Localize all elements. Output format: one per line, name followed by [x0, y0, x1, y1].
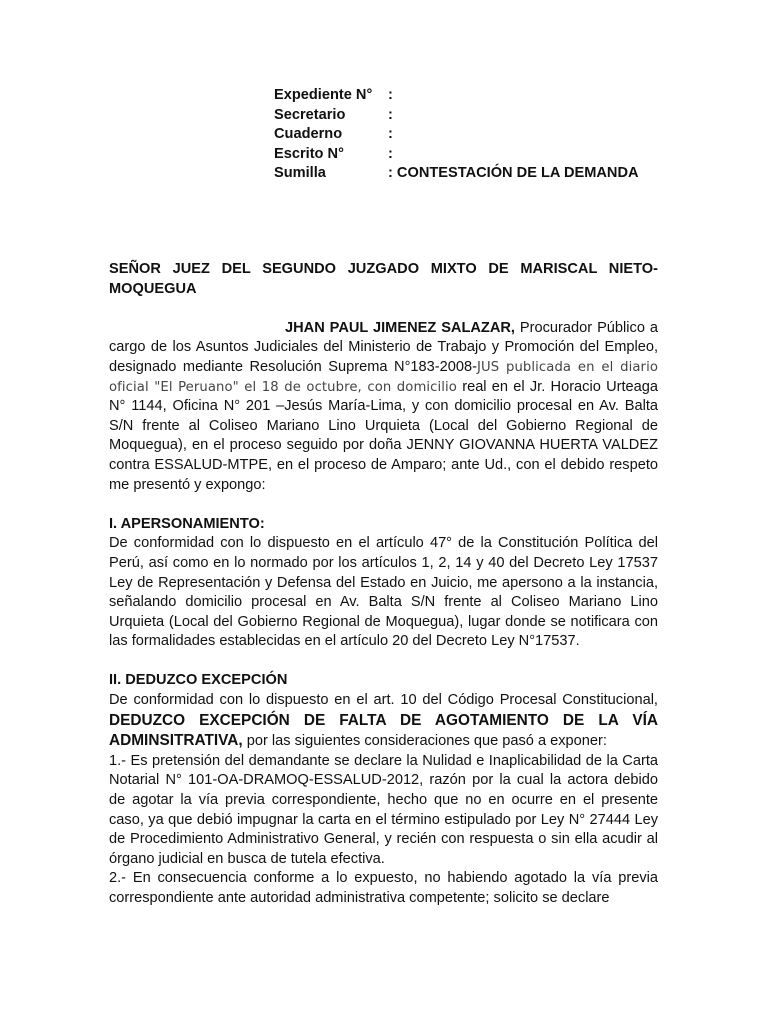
header-label: Secretario [274, 106, 346, 123]
point-1: 1.- Es pretensión del demandante se declare la Nulidad e Inaplicabilidad de la Carta Notarial N° 101-OA-DRAMOQ-ESSALUD-2012, razón por la cual la actora debido de agotar la vía previa correspondiente, hecho que no en ocurre en el presente caso, ya que debió impugnar la carta en el término estipulado por Ley N° 27444 Ley de Procedimiento Administrativo General, y recién con respuesta o sin ella acudir al órgano judicial en busca de tutela efectiva. [109, 752, 658, 867]
document-body [109, 260, 658, 909]
header-label: Escrito N° [274, 145, 344, 162]
excepcion-text-b: por las siguientes consideraciones que pasó a exponer: [242, 733, 607, 750]
case-header [274, 86, 639, 184]
header-colon: : [388, 126, 393, 143]
header-row-escrito [274, 145, 639, 165]
header-colon: : [388, 145, 393, 162]
intro-text-b: JUS publicada en el diario oficial "El Peruano" el 18 de octubre, con domicilio [109, 359, 659, 395]
header-colon: : [388, 106, 393, 123]
section-heading-apersonamiento: I. APERSONAMIENTO: [109, 515, 265, 532]
intro-paragraph [109, 319, 658, 495]
intro-text-c: real en el Jr. Horacio Urteaga N° 1144, Oficina N° 201 –Jesús María-Lima, y con domicilio procesal en Av. Balta S/N frente al Coliseo Mariano Lino Urquieta (Local del Gobierno Regional de Moquegua), en el proceso seguido por doña JENNY GIOVANNA HUERTA VALDEZ contra ESSALUD-MTPE, en el proceso de Amparo; ante Ud., con el debido respeto me presentó y expongo: [109, 378, 658, 493]
header-row-sumilla [274, 164, 639, 184]
header-label: Expediente N° [274, 87, 373, 103]
excepcion-text-a: De conformidad con lo dispuesto en el art. 10 del Código Procesal Constitucional, [109, 692, 658, 709]
addressee: SEÑOR JUEZ DEL SEGUNDO JUZGADO MIXTO DE MARISCAL NIETO-MOQUEGUA [109, 261, 658, 297]
header-colon: : [388, 165, 393, 182]
header-row-secretario [274, 106, 639, 126]
sumilla-value: CONTESTACIÓN DE LA DEMANDA [392, 165, 639, 182]
header-row-expediente [274, 86, 639, 106]
header-colon: : [388, 87, 393, 103]
header-label: Sumilla [274, 165, 326, 182]
point-2: 2.- En consecuencia conforme a lo expuesto, no habiendo agotado la vía previa correspondiente ante autoridad administrativa competente; solicito se declare [109, 870, 658, 906]
section-heading-excepcion: II. DEDUZCO EXCEPCIÓN [109, 672, 288, 689]
section-text-excepcion [109, 691, 658, 752]
intro-text-a: Procurador Público a cargo de los Asuntos Judiciales del Ministerio de Trabajo y Promoción del Empleo, designado mediante Resolución Suprema N°183-2008- [109, 319, 658, 375]
procurador-name: JHAN PAUL JIMENEZ SALAZAR, [285, 319, 515, 336]
excepcion-text-bold: DEDUZCO EXCEPCIÓN DE FALTA DE AGOTAMIENTO DE LA VÍA ADMINSITRATIVA, [109, 711, 658, 750]
section-text-apersonamiento: De conformidad con lo dispuesto en el artículo 47° de la Constitución Política del Perú, así como en lo normado por los artículos 1, 2, 14 y 40 del Decreto Ley 17537 Ley de Representación y Defensa del Estado en Juicio, me apersono a la instancia, señalando domicilio procesal en Av. Balta S/N frente al Coliseo Mariano Lino Urquieta (Local del Gobierno Regional de Moquegua), lugar donde se notificara con las formalidades establecidas en el artículo 20 del Decreto Ley N°17537. [109, 535, 658, 650]
header-label: Cuaderno [274, 126, 343, 143]
header-row-cuaderno [274, 125, 639, 145]
